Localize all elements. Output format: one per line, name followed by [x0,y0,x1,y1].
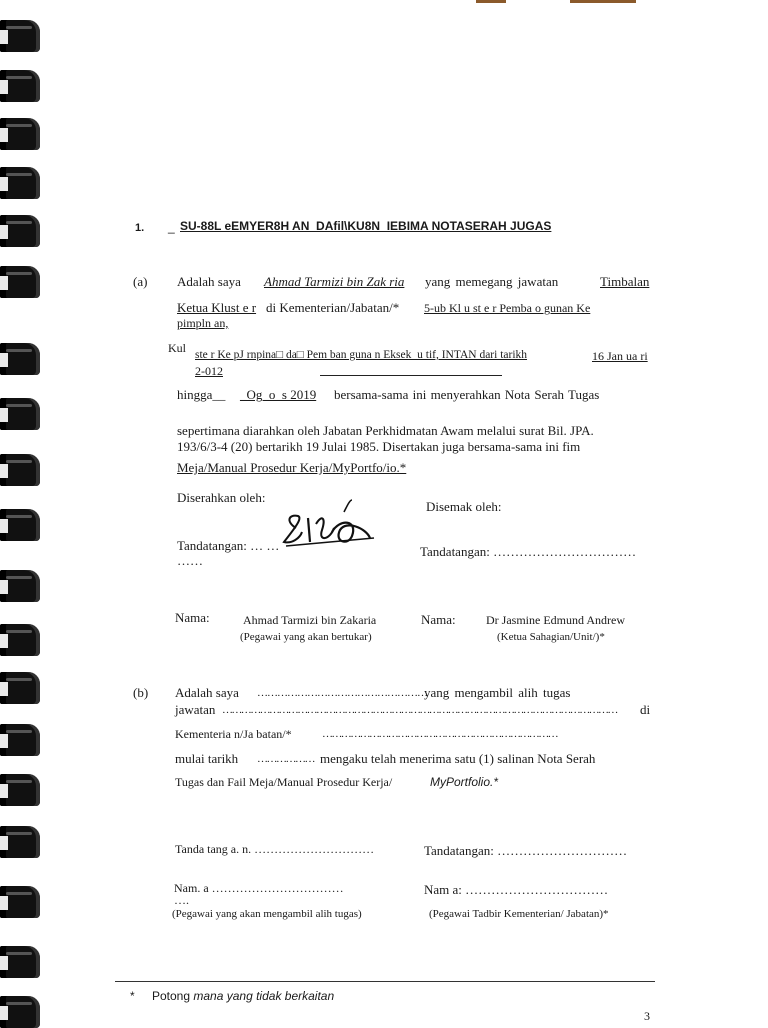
section-a-label: (a) [133,274,148,289]
section-b-ministry-label: Kementeria n/Ja batan/* [175,727,292,741]
section-b-role-right: (Pegawai Tadbir Kementerian/ Jabatan)* [429,908,609,920]
section-b-line4: mengaku telah menerima satu (1) salinan Nota Serah [320,751,596,766]
section-a-division-cont: pimpln an, [177,316,229,330]
section-a-division: 5-ub Kl u st e r Pemba o gunan Ke [424,301,591,315]
section-a-line6: bersama-sama ini menyerahkan Nota Serah Tugas [334,387,600,402]
binding-ring [0,20,40,52]
section-b-start-date-blank: ……………… [257,753,314,765]
section-number: 1. [135,222,145,234]
section-a-position: Timbalan [600,274,650,289]
binding-ring [0,343,40,375]
handwritten-signature [282,498,378,558]
section-a-line1-mid: yang memegang jawatan [425,274,559,289]
signature-left-field: Tandatangan: … … [177,538,280,553]
binding-ring [0,996,40,1028]
footnote-text-a: Potong [152,989,191,1003]
binding-ring [0,946,40,978]
section-a-start-year: 2-012 [195,364,223,378]
section-a-end-date: _Og_o_s 2019 [240,387,317,402]
binding-ring [0,454,40,486]
binding-ring [0,570,40,602]
section-b-name-right: Nam a: …………………………… [424,882,609,897]
section-a-until: hingga__ [177,387,226,402]
reviewer-name: Dr Jasmine Edmund Andrew [486,613,625,627]
handing-officer-name: Ahmad Tarmizi bin Zakaria [243,613,377,627]
section-b-start-date-label: mulai tarikh [175,751,239,766]
section-b-position-label: jawatan [175,702,216,717]
binding-ring [0,266,40,298]
section-a-line7: sepertimana diarahkan oleh Jabatan Perkhidmatan Awam melalui surat Bil. JPA. [177,423,594,438]
section-b-ministry-blank: ………………………………………………………………… [322,728,558,740]
binding-ring [0,167,40,199]
section-a-line9: Meja/Manual Prosedur Kerja/MyPortfo/io.* [177,460,407,475]
section-a-line8: 193/6/3-4 (20) bertarikh 19 Julai 1985. Disertakan juga bersama-sama ini fim [177,439,581,454]
section-b-name-left-cont: …. [174,893,189,907]
top-edge-mark [570,0,636,3]
section-b-role-left: (Pegawai yang akan mengambil alih tugas) [172,908,362,920]
footnote-asterisk: * [130,989,135,1003]
page-title: SU-88L eEMYER8H AN_DAfil\KU8N_IEBIMA NOTASERAH JUGAS [180,219,552,233]
section-b-label: (b) [133,685,149,700]
binding-ring [0,774,40,806]
section-a-line1-start: Adalah saya [177,274,241,289]
reviewed-by-label: Disemak oleh: [426,499,502,514]
signature-right-field: Tandatangan: …………………………… [420,544,637,559]
section-b-line5: Tugas dan Fail Meja/Manual Prosedur Kerja/ [175,775,393,789]
binding-ring [0,70,40,102]
binding-ring [0,624,40,656]
fill-line [320,375,502,376]
name-label-left: Nama: [175,610,210,625]
section-a-cluster-line: ste r Ke pJ rnpina□ da□ Pem ban guna n Eksek_u tif, INTAN dari tarikh [195,349,528,361]
binding-ring [0,886,40,918]
name-label-right: Nama: [421,612,456,627]
footnote-text [152,989,334,1003]
binding-ring [0,724,40,756]
section-b-name-left: Nam. a …………………………… [174,881,344,895]
section-b-line1-start: Adalah saya [175,685,239,700]
section-b-position-blank: ……………………………………………………………………………………………………………… [222,704,617,716]
section-b-portfolio: MyPortfolio.* [430,775,499,789]
section-b-signature-right: Tandatangan: ………………………… [424,843,628,858]
binding-ring [0,118,40,150]
binding-ring [0,398,40,430]
top-edge-mark [476,0,506,3]
heading-prefix: _ [168,220,175,234]
section-b-line1-end: yang mengambil alih tugas [424,685,571,700]
section-b-signature-left: Tanda tang a. n. ………………………… [175,842,375,856]
section-a-start-date: 16 Jan ua ri [592,349,648,363]
page-number: 3 [644,1009,650,1023]
signature-left-dots: …… [177,553,203,568]
section-b-name-blank: …………………………………………… [257,687,427,699]
handed-by-label: Diserahkan oleh: [177,490,266,505]
binding-ring [0,672,40,704]
binding-ring [0,215,40,247]
section-a-officer-name: Ahmad Tarmizi bin Zak ria [264,274,405,289]
binding-ring [0,826,40,858]
reviewer-role: (Ketua Sahagian/Unit/)* [497,631,605,643]
margin-note: Kul [168,341,186,355]
binding-ring [0,509,40,541]
section-a-position-cont: Ketua Klust e r [177,300,257,315]
section-a-ministry-label: di Kementerian/Jabatan/* [266,300,400,315]
footer-divider [115,981,655,982]
section-b-line2-end: di [640,702,651,717]
handing-officer-role: (Pegawai yang akan bertukar) [240,631,372,643]
footnote-text-b: mana yang tidak berkaitan [193,989,335,1003]
